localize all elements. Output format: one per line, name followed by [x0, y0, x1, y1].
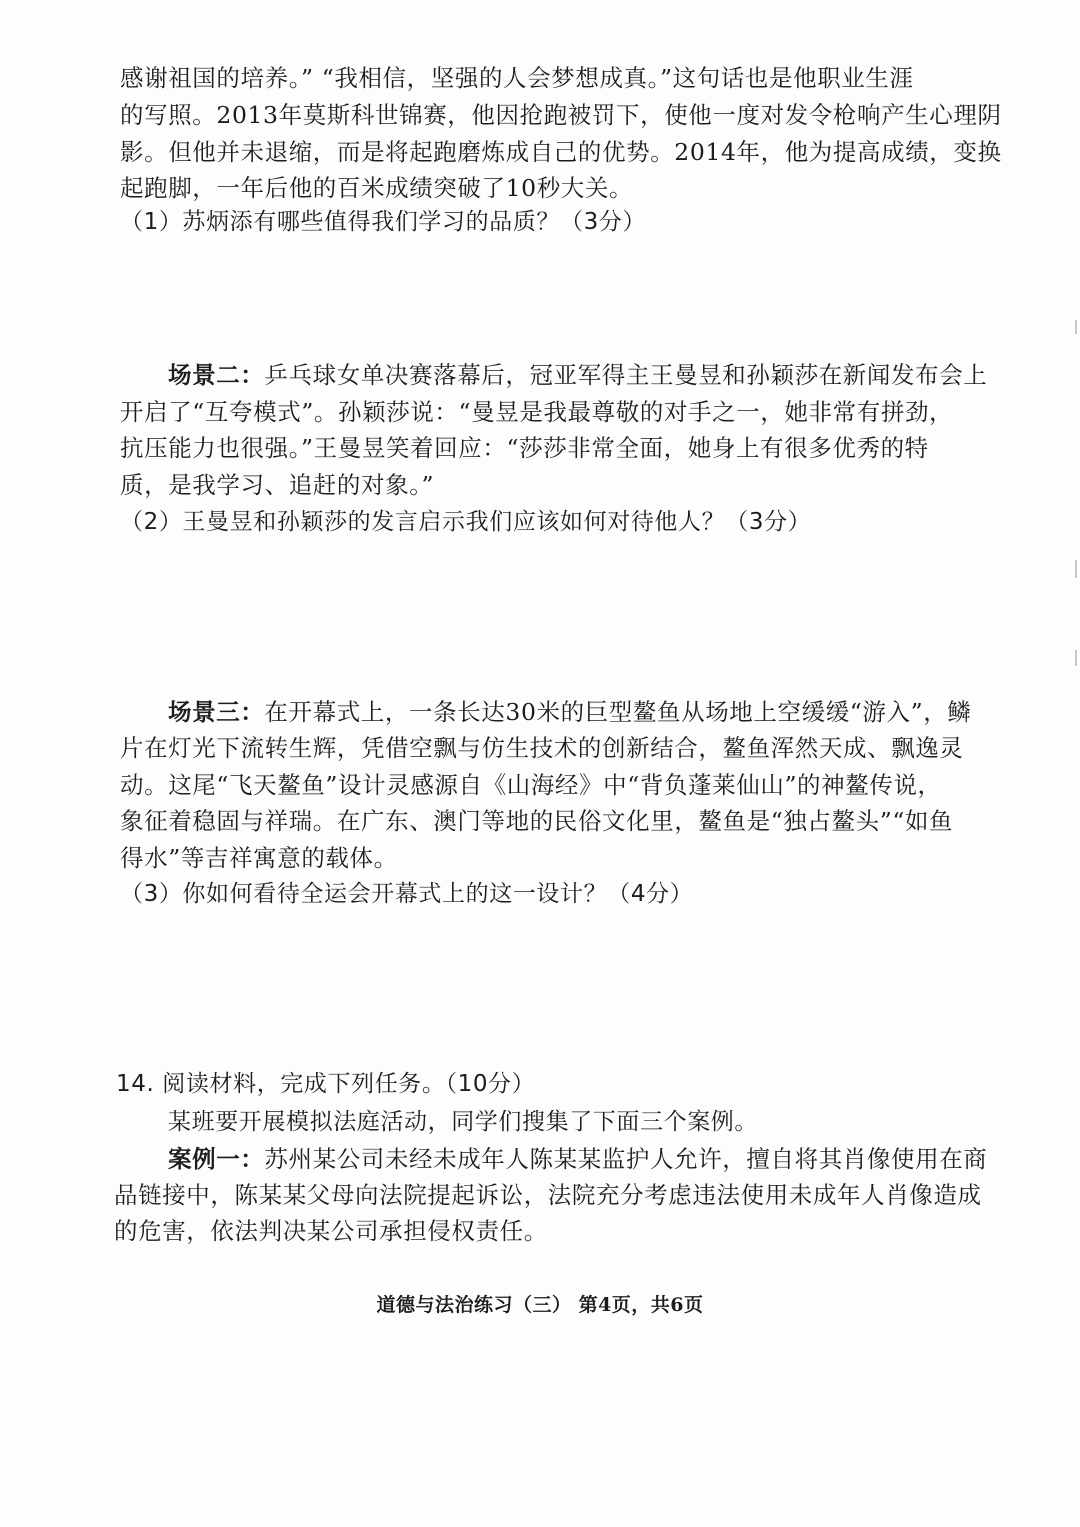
scene3-line: 得水”等吉祥寓意的载体。: [120, 844, 398, 872]
scene1-line: 感谢祖国的培养。” “我相信，坚强的人会梦想成真。”这句话也是他职业生涯: [120, 64, 914, 92]
scene2-line: 质，是我学习、追赶的对象。”: [120, 471, 435, 499]
scene1-line: 的写照。2013年莫斯科世锦赛，他因抢跑被罚下，使他一度对发令枪响产生心理阴: [120, 101, 1002, 129]
question-2: （2）王曼昱和孙颖莎的发言启示我们应该如何对待他人？（3分）: [120, 509, 812, 535]
scene1-line: 影。但他并未退缩，而是将起跑磨炼成自己的优势。2014年，他为提高成绩，变换: [120, 138, 1002, 166]
scene2-line: 抗压能力也很强。”王曼昱笑着回应：“莎莎非常全面，她身上有很多优秀的特: [120, 434, 929, 462]
question-3: （3）你如何看待全运会开幕式上的这一设计？（4分）: [120, 881, 694, 907]
scene1-line: 起跑脚，一年后他的百米成绩突破了10秒大关。: [120, 174, 634, 202]
case1-line: 品链接中，陈某某父母向法院提起诉讼，法院充分考虑违法使用未成年人肖像造成: [114, 1181, 982, 1209]
scene3-line: 动。这尾“飞天鳌鱼”设计灵感源自《山海经》中“背负蓬莱仙山”的神鳌传说，: [120, 771, 942, 799]
question-1: （1）苏炳添有哪些值得我们学习的品质？（3分）: [120, 209, 647, 235]
scene2-line: 乒乓球女单决赛落幕后，冠亚军得主王曼昱和孙颖莎在新闻发布会上: [264, 361, 988, 389]
question-14-title: 14. 阅读材料，完成下列任务。（10分）: [116, 1071, 536, 1097]
scene3-label: 场景三：: [168, 698, 265, 726]
scan-mark: [1075, 560, 1077, 578]
case1-line: 的危害，依法判决某公司承担侵权责任。: [114, 1217, 548, 1245]
page-footer: 道德与法治练习（三） 第4页，共6页: [376, 1294, 704, 1316]
scan-mark: [1075, 650, 1077, 666]
scene2-label: 场景二：: [168, 361, 265, 389]
case1-label: 案例一：: [168, 1145, 265, 1173]
scene3-first-line: [168, 694, 971, 730]
scan-mark: [1075, 320, 1077, 334]
scene3-line: 象征着稳固与祥瑞。在广东、澳门等地的民俗文化里，鳌鱼是“独占鳌头”“如鱼: [120, 807, 954, 835]
case1-first-line: [168, 1141, 987, 1177]
question-14-intro: 某班要开展模拟法庭活动，同学们搜集了下面三个案例。: [168, 1109, 758, 1135]
scene3-line: 在开幕式上，一条长达30米的巨型鳌鱼从场地上空缓缓“游入”，鳞: [264, 698, 972, 726]
scene3-line: 片在灯光下流转生辉，凭借空飘与仿生技术的创新结合，鳌鱼浑然天成、飘逸灵: [120, 734, 964, 762]
scene2-line: 开启了“互夸模式”。孙颖莎说：“曼昱是我最尊敬的对手之一，她非常有拼劲，: [120, 398, 954, 426]
scene2-first-line: [168, 357, 987, 393]
case1-line: 苏州某公司未经未成年人陈某某监护人允许，擅自将其肖像使用在商: [264, 1145, 988, 1173]
